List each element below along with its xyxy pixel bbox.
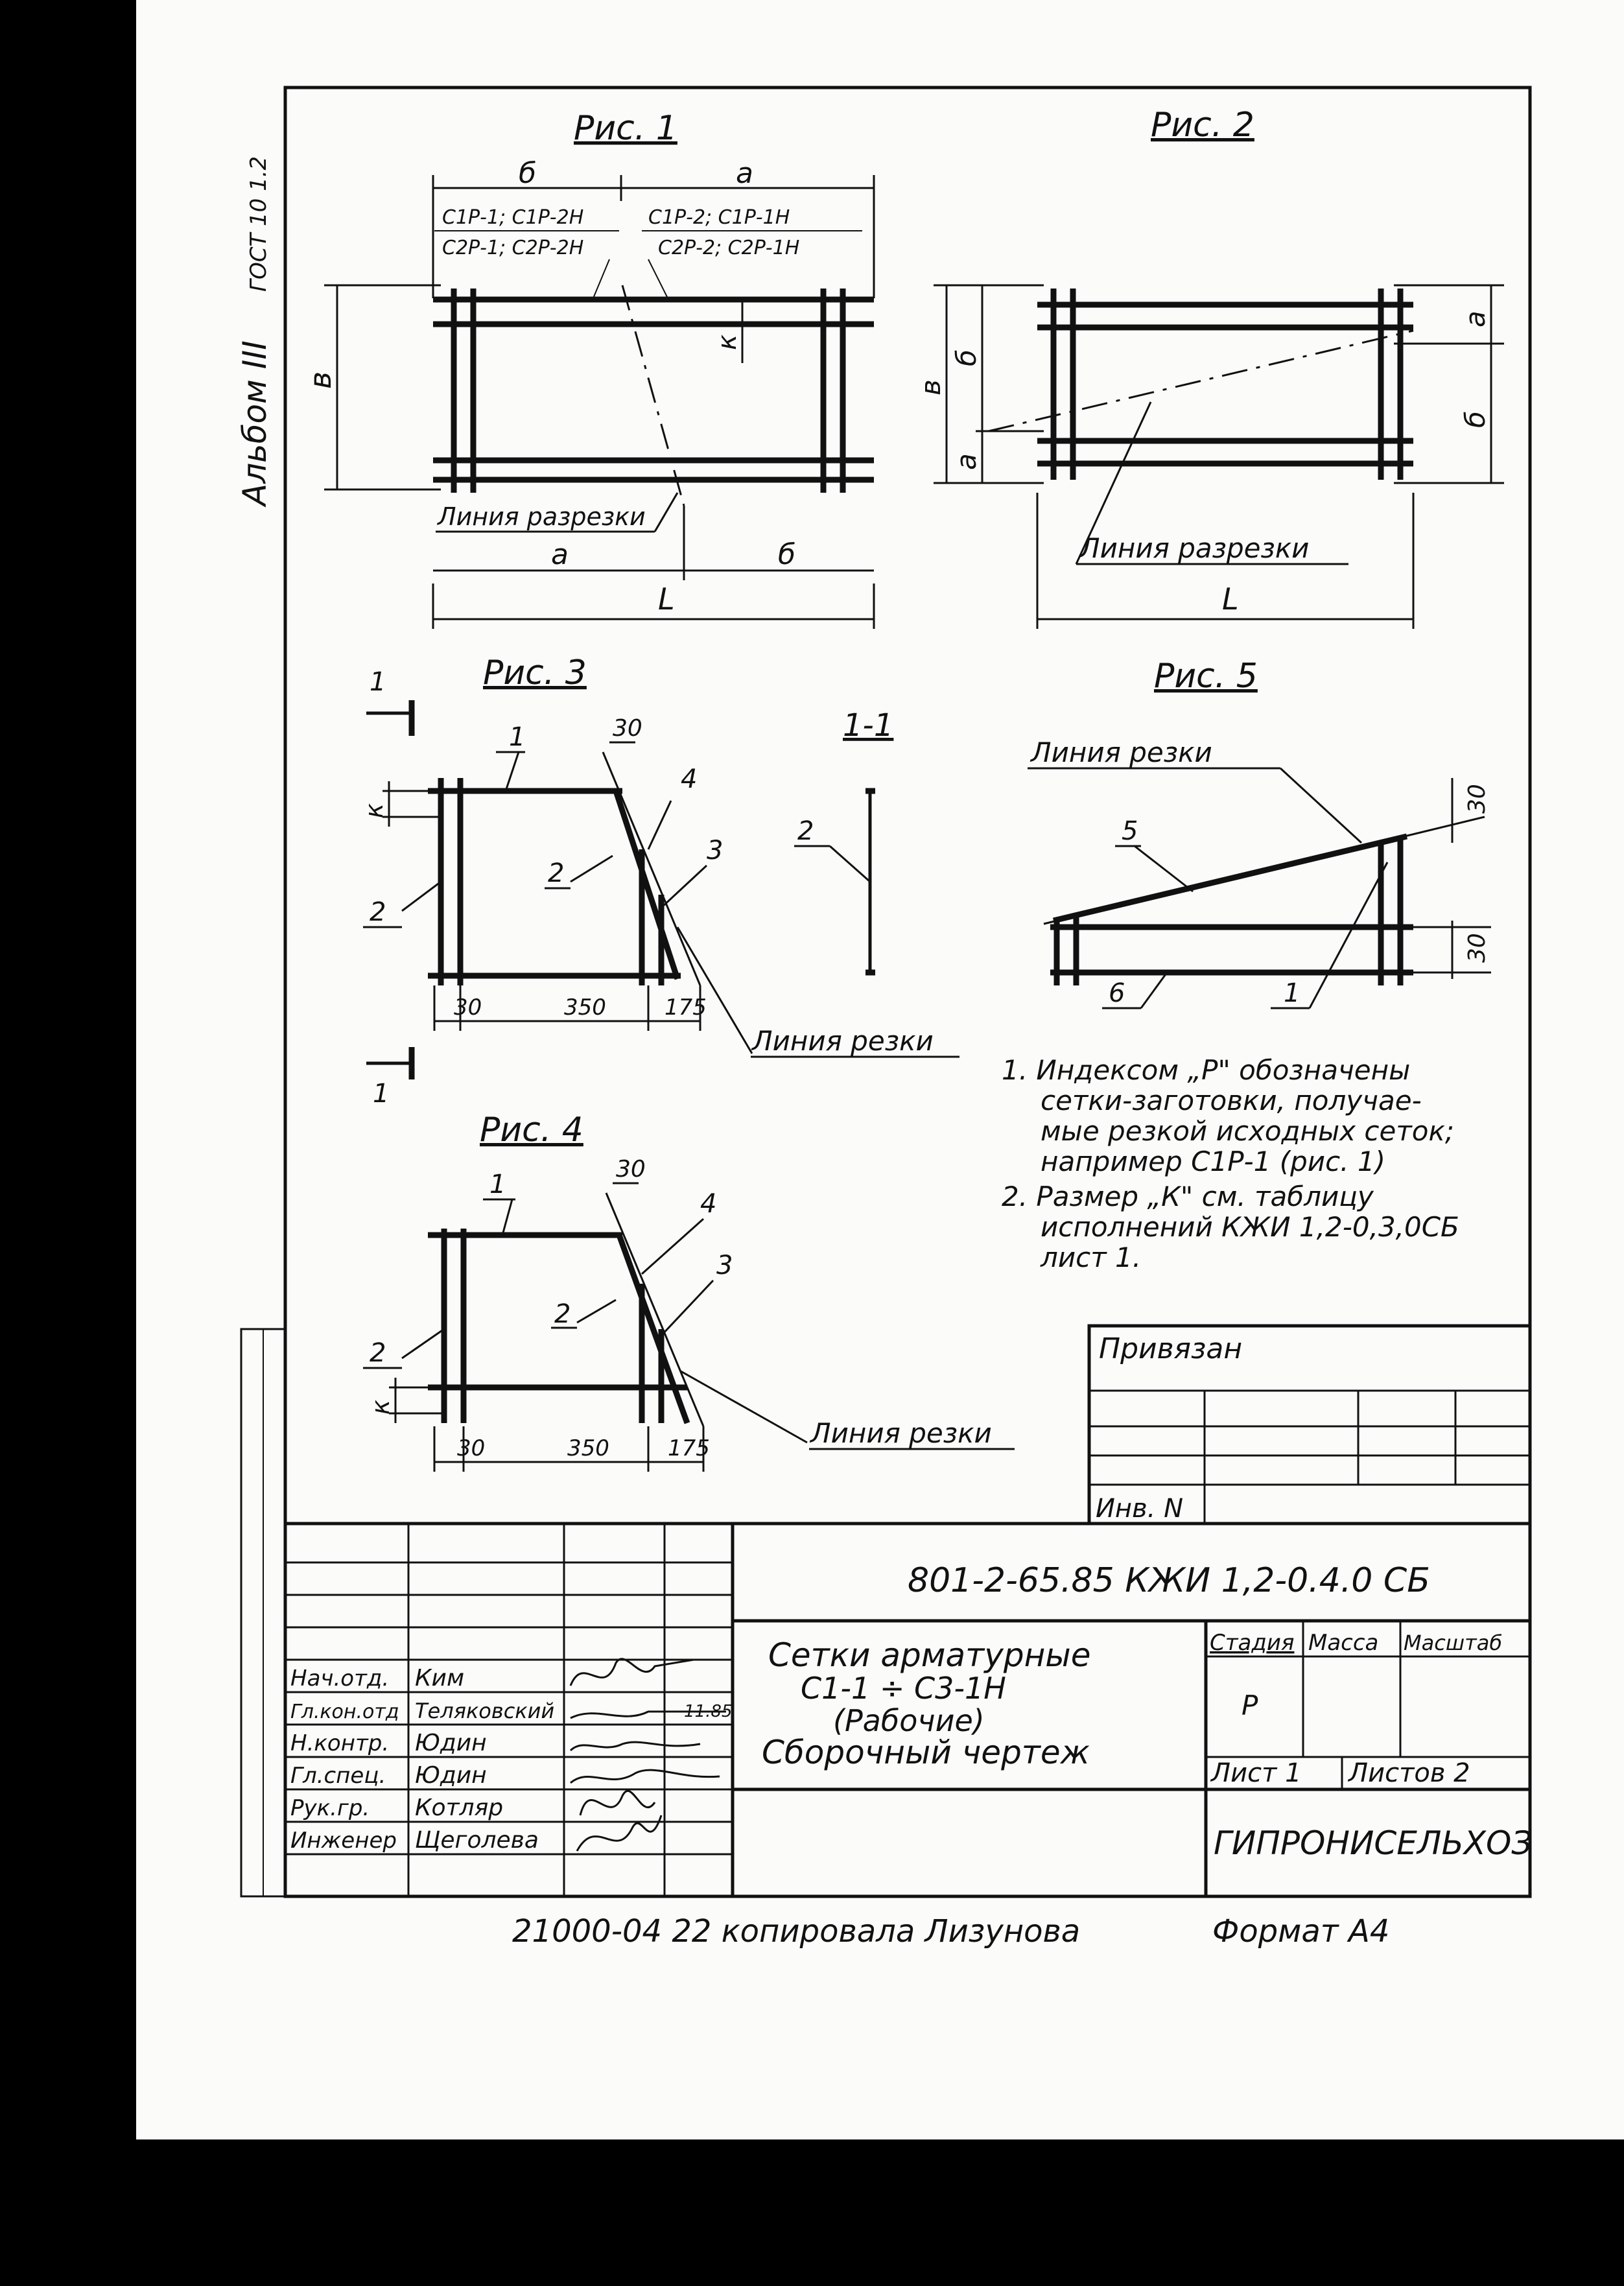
- section11-pos2: 2: [797, 816, 814, 846]
- signer-name: Щеголева: [415, 1827, 539, 1854]
- fig1-label-right-1: С1Р-2; С1Р-1Н: [648, 206, 790, 229]
- fig5-cut-line: Линия резки: [1031, 736, 1212, 768]
- fig2-dim-length: L: [1222, 582, 1239, 617]
- signer-name: Котляр: [415, 1795, 504, 1821]
- fig4-dim-k: к: [366, 1400, 395, 1415]
- fig2-dim-a-top: а: [1459, 311, 1491, 327]
- album-code: ГОСТ 10 1.2: [246, 156, 272, 292]
- signer-name: Юдин: [415, 1730, 487, 1756]
- fig1-dim-top-right: а: [736, 157, 753, 190]
- fig3-cut-line: Линия резки: [752, 1025, 934, 1057]
- note-1-line-3: мые резкой исходных сеток;: [1041, 1115, 1454, 1147]
- footer-copy: 21000-04 22 копировала Лизунова: [512, 1913, 1081, 1950]
- fig1-label-right-2: С2Р-2; С2Р-1Н: [658, 237, 800, 259]
- signer-role: Гл.спец.: [290, 1763, 386, 1789]
- fig3-section-mark-bottom: 1: [373, 1079, 390, 1109]
- date-mark: 11.85: [684, 1702, 733, 1721]
- album-label: Альбом III: [236, 340, 274, 506]
- note-2-line-2: исполнений КЖИ 1,2-0,3,0СБ: [1041, 1211, 1459, 1243]
- fig1-dim-length: L: [658, 582, 675, 617]
- fig1-label-left-1: С1Р-1; С1Р-2Н: [442, 206, 584, 229]
- sheet-number: Лист 1: [1211, 1758, 1302, 1788]
- fig1-title: Рис. 1: [574, 109, 677, 148]
- side-label: [236, 156, 274, 508]
- fig4-pos2a: 2: [370, 1338, 386, 1368]
- fig1-label-left-2: С2Р-1; С2Р-2Н: [442, 237, 584, 259]
- fig4-dim-175: 175: [668, 1435, 710, 1461]
- fig3-title: Рис. 3: [483, 654, 587, 692]
- section11-title: 1-1: [843, 707, 894, 744]
- signer-name: Ким: [415, 1665, 465, 1691]
- fig3-pos3: 3: [707, 836, 724, 866]
- drawing-code: 801-2-65.85 КЖИ 1,2-0.4.0 СБ: [908, 1561, 1430, 1600]
- fig2-cut-line: Линия разрезки: [1079, 532, 1310, 564]
- figure-2: [915, 106, 1504, 629]
- doc-title-line-3: (Рабочие): [833, 1703, 985, 1738]
- figure-4: [363, 1111, 1015, 1472]
- fig3-dim-k: к: [360, 803, 388, 818]
- note-2-line-3: лист 1.: [1041, 1242, 1142, 1273]
- fig5-pos6: 6: [1109, 978, 1125, 1008]
- footer-format: Формат А4: [1212, 1913, 1390, 1950]
- fig4-cut-line: Линия резки: [810, 1417, 992, 1449]
- notes: [1002, 1054, 1459, 1273]
- privyazan-inv: Инв. N: [1096, 1494, 1183, 1524]
- signer-name: Теляковский: [415, 1699, 555, 1723]
- fig2-dim-a-left: а: [950, 453, 982, 470]
- doc-title-line-2: С1-1 ÷ С3-1Н: [801, 1671, 1006, 1706]
- fig5-title: Рис. 5: [1154, 657, 1258, 696]
- fig4-pos3: 3: [716, 1251, 733, 1280]
- side-stamp-strip: [241, 1329, 285, 1896]
- fig4-title: Рис. 4: [480, 1111, 583, 1149]
- fig4-dim-30-top: 30: [616, 1156, 646, 1183]
- col-scale: Масштаб: [1404, 1631, 1503, 1655]
- fig4-dim-350: 350: [567, 1435, 609, 1461]
- fig4-pos2b: 2: [554, 1299, 571, 1329]
- signer-role: Гл.кон.отд: [290, 1701, 399, 1723]
- fig5-pos5: 5: [1122, 816, 1138, 846]
- fig2-dim-b-right: б: [1459, 411, 1491, 428]
- signer-name: Юдин: [415, 1762, 487, 1789]
- fig4-dim-30: 30: [457, 1435, 486, 1461]
- fig1-dim-bottom-left: а: [551, 538, 569, 571]
- note-1-line-4: например С1Р-1 (рис. 1): [1041, 1146, 1385, 1177]
- figure-5: [1028, 657, 1491, 1008]
- fig3-pos2a: 2: [370, 897, 386, 927]
- fig1-dim-k: к: [712, 334, 742, 350]
- fig3-section-mark-top: 1: [370, 667, 386, 697]
- fig2-dim-height: в: [915, 379, 947, 395]
- fig3-dim-30: 30: [454, 995, 482, 1020]
- note-1-line-2: сетки-заготовки, получае-: [1041, 1085, 1422, 1116]
- footer: [512, 1913, 1389, 1950]
- signers: [290, 1665, 554, 1854]
- note-1-line-1: 1. Индексом „Р" обозначены: [1002, 1054, 1411, 1086]
- doc-title-line-1: Сетки арматурные: [768, 1636, 1091, 1674]
- fig3-pos2b: 2: [548, 858, 565, 888]
- fig2-dim-b-left: б: [950, 349, 982, 366]
- fig4-pos1: 1: [489, 1170, 506, 1199]
- section-1-1: [794, 707, 893, 972]
- col-stage: Стадия: [1210, 1630, 1295, 1656]
- fig3-dim-175: 175: [665, 995, 707, 1020]
- signer-role: Инженер: [290, 1828, 397, 1854]
- fig1-dim-top-left: б: [519, 157, 537, 190]
- fig3-pos1: 1: [509, 722, 526, 752]
- organization: ГИПРОНИСЕЛЬХОЗ: [1214, 1824, 1533, 1862]
- note-2-line-1: 2. Размер „К" см. таблицу: [1002, 1181, 1374, 1212]
- doc-title-line-4: Сборочный чертеж: [762, 1734, 1090, 1771]
- fig5-pos1: 1: [1284, 978, 1300, 1008]
- fig1-cut-line: Линия разрезки: [438, 502, 646, 531]
- stage-value: Р: [1242, 1690, 1258, 1721]
- signer-role: Н.контр.: [290, 1730, 390, 1756]
- privyazan-stamp: [1089, 1326, 1530, 1524]
- fig2-title: Рис. 2: [1151, 106, 1254, 145]
- fig5-dim-30-bottom: 30: [1464, 933, 1490, 963]
- title-block: [285, 1524, 1532, 1896]
- col-mass: Масса: [1308, 1630, 1379, 1656]
- fig3-pos4: 4: [681, 764, 698, 794]
- fig3-dim-30-top: 30: [613, 715, 642, 742]
- fig1-dim-bottom-right: б: [778, 538, 796, 571]
- figure-1: [303, 109, 874, 629]
- fig3-dim-350: 350: [564, 995, 606, 1020]
- sheet-count: Листов 2: [1348, 1758, 1470, 1788]
- signer-role: Нач.отд.: [290, 1666, 390, 1691]
- fig4-pos4: 4: [700, 1189, 717, 1219]
- signer-role: Рук.гр.: [290, 1795, 370, 1821]
- privyazan-title: Привязан: [1099, 1332, 1243, 1365]
- fig5-dim-30-top: 30: [1464, 784, 1490, 814]
- fig1-dim-height: в: [303, 371, 338, 389]
